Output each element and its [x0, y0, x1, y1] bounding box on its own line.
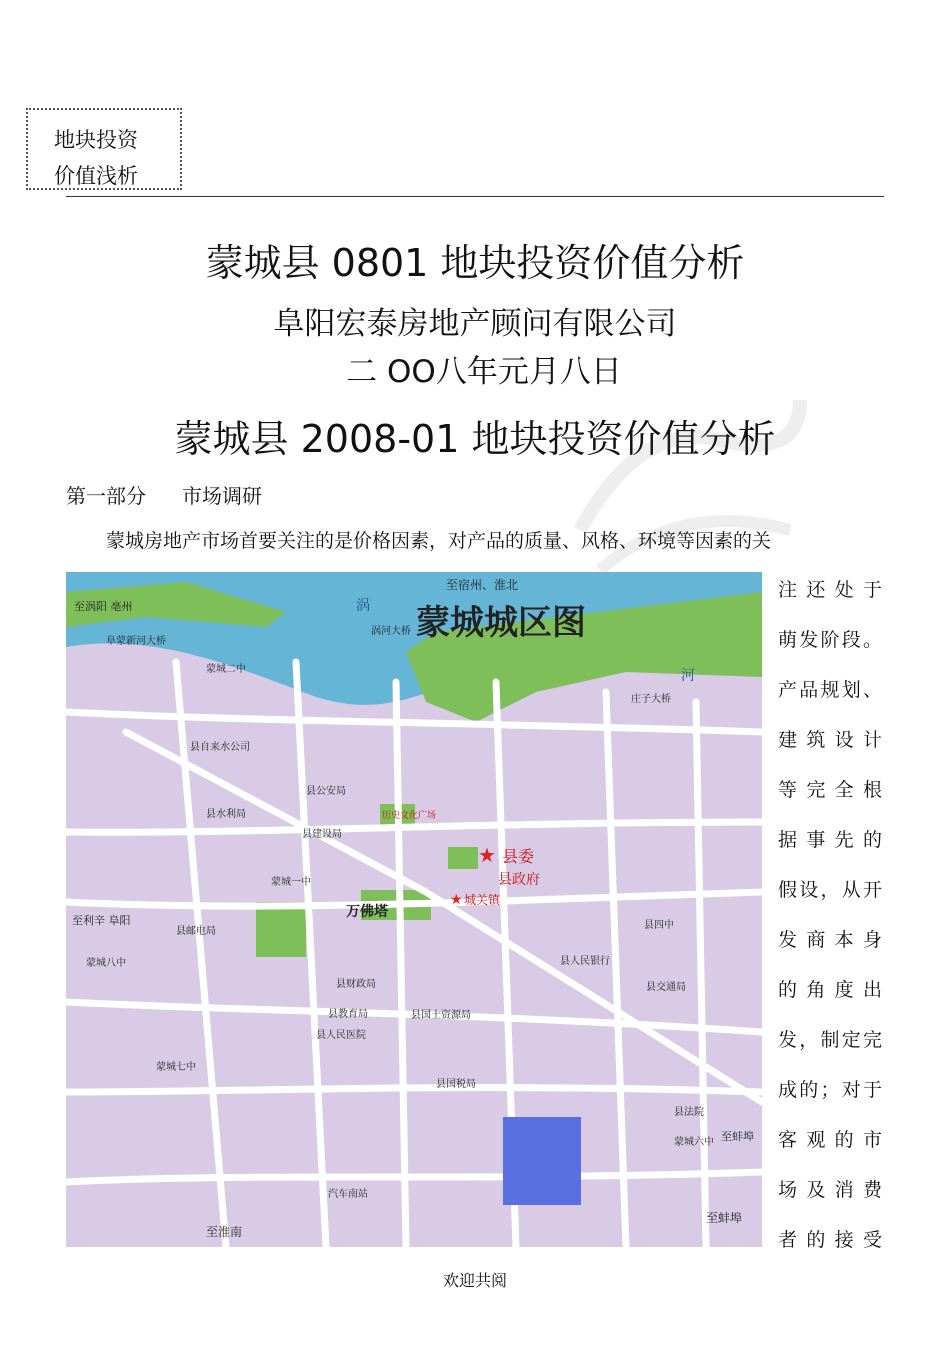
header-rule — [66, 196, 884, 197]
paragraph-side-line: 产品规划、 — [778, 679, 882, 701]
paragraph-first-line: 蒙城房地产市场首要关注的是价格因素，对产品的质量、风格、环境等因素的关 — [106, 530, 772, 552]
map-label-to-woyang: 至涡阳 亳州 — [74, 600, 133, 613]
map-label-school-2: 蒙城二中 — [206, 664, 246, 675]
map-label-county-gov: 县政府 — [498, 872, 540, 888]
map-label-water-co: 县自来水公司 — [190, 742, 250, 753]
document-date: 二 OO八年元月八日 — [346, 354, 622, 390]
map-label-school-8: 蒙城八中 — [86, 958, 126, 969]
map-label-education: 县教育局 — [328, 1009, 368, 1020]
map-label-bus-station: 汽车南站 — [328, 1189, 368, 1200]
map-label-water: 县水利局 — [206, 809, 246, 820]
paragraph-side-line: 成的；对于 — [778, 1079, 882, 1101]
map-label-to-lixin: 至利辛 阜阳 — [72, 914, 131, 927]
map-label-tax: 县国税局 — [436, 1079, 476, 1090]
map-park-1 — [256, 902, 306, 957]
page-footer: 欢迎共阅 — [442, 1271, 507, 1290]
paragraph-side-line: 注还处于 — [778, 579, 882, 601]
paragraph-side-line: 假设，从开 — [778, 879, 882, 901]
map-label-river-2: 河 — [681, 668, 695, 684]
section-heading — [66, 480, 262, 509]
map-label-guohe-bridge: 涡河大桥 — [371, 626, 411, 637]
map-label-xinhe-bridge: 阜蒙新河大桥 — [106, 636, 166, 647]
map-label-river-1: 涡 — [356, 598, 370, 614]
paragraph-side-line: 等完全根 — [778, 779, 882, 801]
map-label-court: 县法院 — [674, 1107, 704, 1118]
paragraph-side-line: 者的接受 — [778, 1229, 882, 1251]
paragraph-side-column — [778, 572, 882, 1272]
paragraph-side-line: 客观的市 — [778, 1129, 882, 1151]
paragraph-side-line: 据事先的 — [778, 829, 882, 851]
map-label-traffic: 县交通局 — [646, 982, 686, 993]
map-label-to-suzhou: 至宿州、淮北 — [446, 578, 519, 592]
map-label-school-6: 蒙城六中 — [674, 1137, 714, 1148]
paragraph-side-line: 场及消费 — [778, 1179, 882, 1201]
map-label-public-sec: 县公安局 — [306, 786, 346, 797]
map-label-zhuangzi-bridge: 庄子大桥 — [631, 694, 671, 705]
document-title-2: 蒙城县 2008-01 地块投资价值分析 — [174, 417, 776, 461]
paragraph-side-line: 萌发阶段。 — [778, 629, 882, 651]
map-label-school-1: 蒙城一中 — [271, 877, 311, 888]
map-label-hospital: 县人民医院 — [316, 1030, 366, 1041]
county-gov-star-icon: ★ — [478, 843, 496, 867]
project-site-parcel — [503, 1117, 581, 1205]
paragraph-side-line: 建筑设计 — [778, 729, 882, 751]
city-map — [66, 572, 762, 1247]
map-label-to-huainan: 至淮南 — [206, 1225, 243, 1239]
map-label-building: 县建设局 — [302, 829, 342, 840]
map-label-county-committee: 县委 — [502, 847, 535, 866]
map-label-cultural: 历史文化广场 — [382, 811, 437, 821]
map-label-chengguan: 城关镇 — [464, 893, 501, 907]
map-label-to-bengbu: 至蚌埠 — [706, 1211, 743, 1225]
section-part: 第一部分 — [66, 484, 146, 508]
paragraph-side-line: 的角度出 — [778, 979, 882, 1001]
map-label-finance: 县财政局 — [336, 979, 376, 990]
corner-label-line1: 地块投资 — [54, 128, 138, 152]
corner-label-box — [26, 108, 182, 190]
chengguan-star-icon: ★ — [450, 892, 463, 908]
paragraph-side-line: 发商本身 — [778, 929, 882, 951]
section-name: 市场调研 — [182, 484, 262, 508]
map-label-no4: 县四中 — [644, 920, 674, 931]
map-park-3 — [448, 847, 478, 869]
map-title: 蒙城城区图 — [416, 603, 586, 643]
map-label-wanfo-tower: 万佛塔 — [346, 904, 388, 920]
corner-label-line2: 价值浅析 — [54, 164, 138, 188]
map-label-school-7: 蒙城七中 — [156, 1062, 196, 1073]
map-label-bank: 县人民银行 — [560, 956, 610, 967]
company-name: 阜阳宏泰房地产顾问有限公司 — [273, 306, 677, 342]
document-title: 蒙城县 0801 地块投资价值分析 — [205, 241, 745, 285]
map-label-post: 县邮电局 — [176, 926, 216, 937]
map-label-land-res: 县国土资源局 — [411, 1010, 471, 1021]
paragraph-side-line: 发，制定完 — [778, 1029, 882, 1051]
map-label-to-bengbu-2: 至蚌埠 — [721, 1130, 754, 1143]
